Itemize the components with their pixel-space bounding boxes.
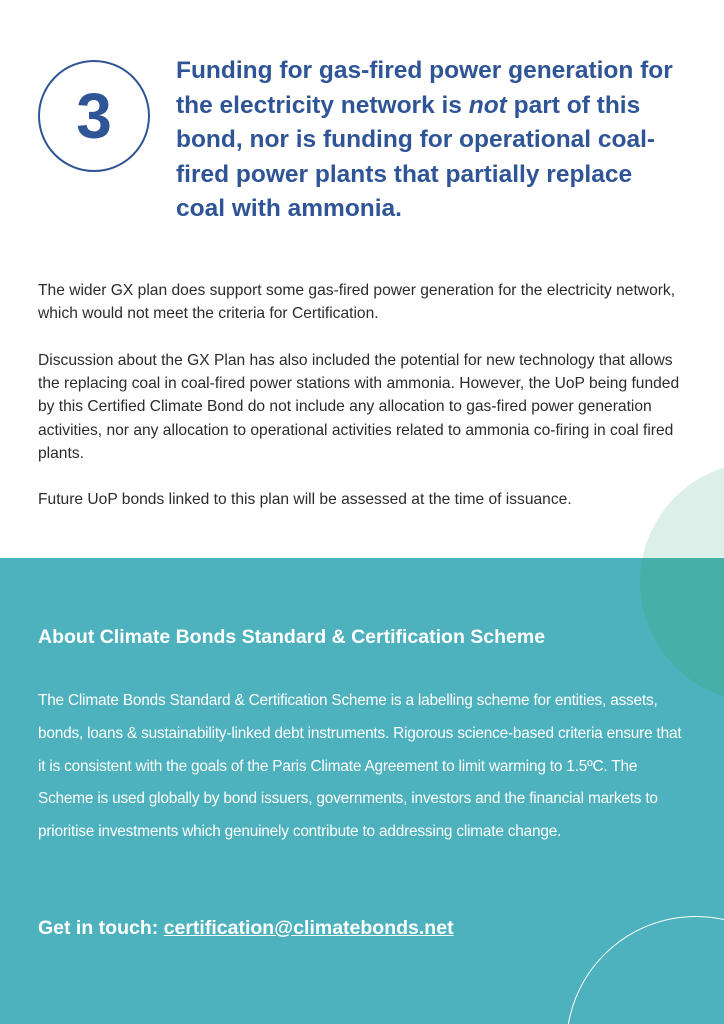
- headline-part-1: Funding for gas-fired power generation for the electricity network is: [176, 57, 673, 119]
- decorative-circle-outline: [566, 916, 724, 1024]
- headline-emphasis: not: [468, 91, 507, 119]
- contact-email-link[interactable]: certification@climatebonds.net: [163, 917, 454, 939]
- contact-line: [38, 915, 454, 941]
- headline-part-2: part of this bond, nor is funding for operational coal-fired power plants that partially replace coal with ammonia.: [176, 91, 656, 222]
- item-number-badge: [38, 60, 150, 172]
- body-paragraph-3: Future UoP bonds linked to this plan will be assessed at the time of issuance.: [38, 491, 572, 508]
- highlight-headline: [176, 54, 676, 227]
- footer-section: [0, 558, 724, 1024]
- footer-title: About Climate Bonds Standard & Certification Scheme: [38, 626, 546, 648]
- item-number: 3: [76, 80, 112, 152]
- body-paragraph-1: The wider GX plan does support some gas-fired power generation for the electricity network, which would not meet the criteria for Certification.: [38, 282, 676, 323]
- footer-description: The Climate Bonds Standard & Certification Scheme is a labelling scheme for entities, assets, bonds, loans & sustainability-linked debt instruments. Rigorous science-based criteria ensure that it is consistent with the goals of the Paris Climate Agreement to limit warming to 1.5ºC. The Scheme is used globally by bond issuers, governments, investors and the financial markets to prioritise investments which genuinely contribute to addressing climate change.: [38, 692, 682, 841]
- contact-label: Get in touch:: [38, 917, 164, 939]
- body-paragraph-2: Discussion about the GX Plan has also included the potential for new technology that allows the replacing coal in coal-fired power stations with ammonia. However, the UoP being funded by this Certified Climate Bond do not include any allocation to gas-fired power generation activities, nor any allocation to operational activities related to ammonia co-firing in coal fired plants.: [38, 352, 680, 462]
